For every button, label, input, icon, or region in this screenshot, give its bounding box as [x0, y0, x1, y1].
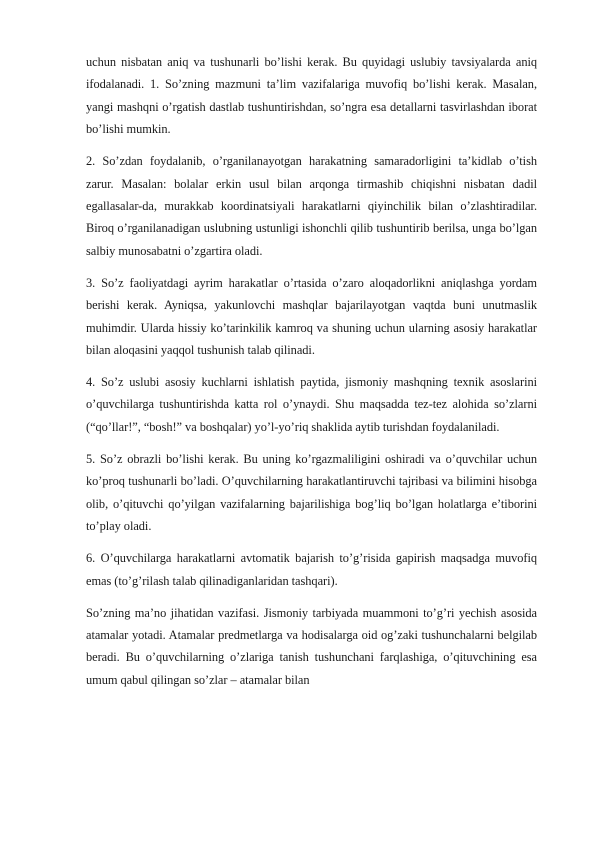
paragraph-6: 6. O’quvchilarga harakatlarni avtomatik bajarish to’g’risida gapirish maqsadga muvofiq emas (to’g’rilash talab qilinadiganlaridan tashqari).: [86, 551, 537, 588]
document-page: [86, 51, 537, 691]
paragraph-7: So’zning ma’no jihatidan vazifasi. Jismoniy tarbiyada muammoni to’g’ri yechish asosida atamalar yotadi. Atamalar predmetlarga va hodisalarga oid og’zaki tushunchalarni belgilab beradi. Bu o’quvchilarning o’zlariga tanish tushunchani farqlashiga, o’qituvchining esa umum qabul qilingan so’zlar – atamalar bilan: [86, 605, 537, 687]
paragraph-4: 4. So’z uslubi asosiy kuchlarni ishlatish paytida, jismoniy mashqning texnik asoslarini o’quvchilarga tushuntirishda katta rol o’ynaydi. Shu maqsadda tez-tez alohida so’zlarni (“qo’llar!”, “bosh!” va boshqalar) yo’l-yo’riq shaklida aytib turishdan foydalaniladi.: [86, 375, 537, 434]
paragraph-2: 2. So’zdan foydalanib, o’rganilanayotgan harakatning samaradorligini ta’kidlab o’tish zarur. Masalan: bolalar erkin usul bilan arqonga tirmashib chiqishni nisbatan dadil egallasalar-da, murakkab koordinatsiyali harakatlarni qiyinchilik bilan o’zlashtiradilar. Biroq o’rganilanadigan uslubning ustunligi ishonchli qilib tushuntirib berilsa, unga bo’lgan salbiy munosabatni o’zgartira oladi.: [86, 154, 537, 258]
paragraph-3: 3. So’z faoliyatdagi ayrim harakatlar o’rtasida o’zaro aloqadorlikni aniqlashga yordam berishi kerak. Ayniqsa, yakunlovchi mashqlar bajarilayotgan vaqtda buni unutmaslik muhimdir. Ularda hissiy ko’tarinkilik kamroq va shuning uchun ularning asosiy harakatlar bilan aloqasini yaqqol tushunish talab qilinadi.: [86, 275, 537, 358]
paragraph-5: 5. So’z obrazli bo’lishi kerak. Bu uning ko’rgazmaliligini oshiradi va o’quvchilar uchun ko’proq tushunarli bo’ladi. O’quvchilarning harakatlantiruvchi tajribasi va bilimini hisobga olib, o’qituvchi qo’yilgan vazifalarning bajarilishiga bog’liq bo’lgan holatlarga e’tiborini to’play oladi.: [86, 451, 537, 534]
paragraph-1: uchun nisbatan aniq va tushunarli bo’lishi kerak. Bu quyidagi uslubiy tavsiyalarda aniq ifodalanadi. 1. So’zning mazmuni ta’lim vazifalariga muvofiq bo’lishi kerak. Masalan, yangi mashqni o’rgatish dastlab tushuntirishdan, so’ngra esa detallarni tasvirlashdan iborat bo’lishi mumkin.: [86, 55, 537, 137]
